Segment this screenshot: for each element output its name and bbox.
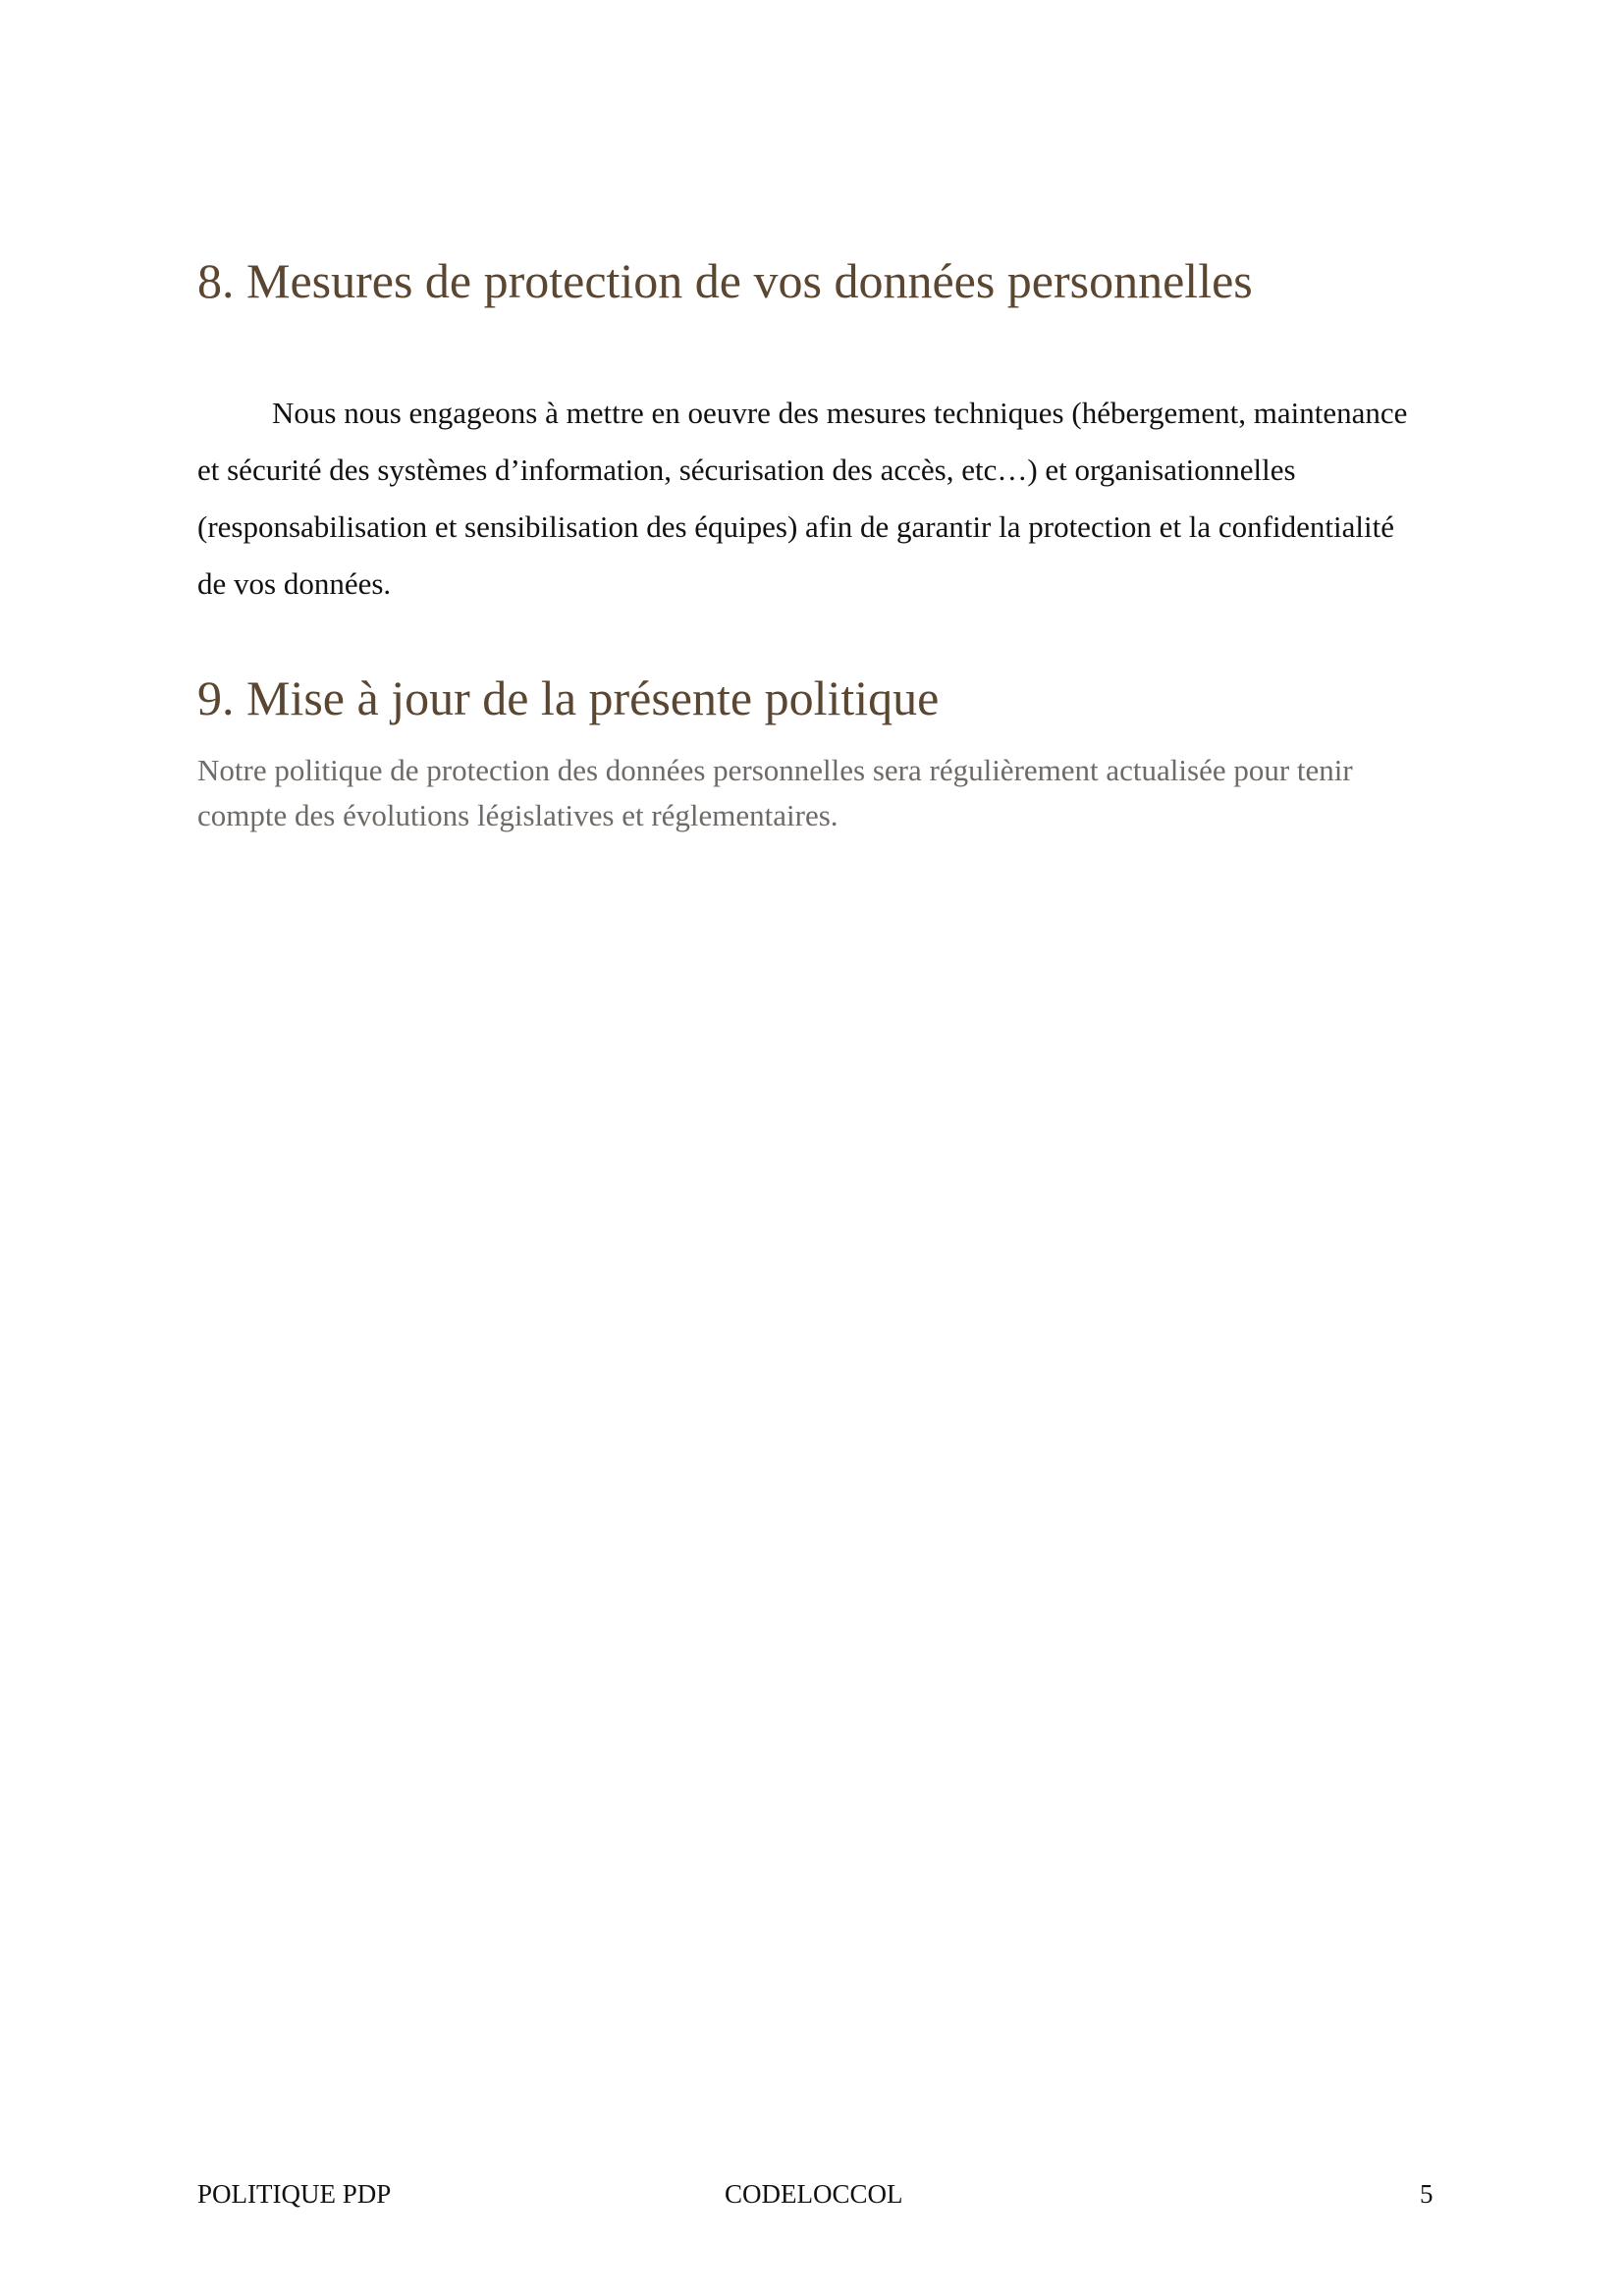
- footer-page-number: 5: [1420, 2179, 1434, 2209]
- section-8-heading: 8. Mesures de protection de vos données personnelles: [197, 253, 1253, 308]
- footer-document-title: POLITIQUE PDP: [197, 2179, 392, 2209]
- section-8-paragraph: Nous nous engageons à mettre en oeuvre des mesures techniques (hébergement, maintenance et sécurité des systèmes d’information, sécurisation des accès, etc…) et organisationnelles (responsabilisation et sensibilisation des équipes) afin de garantir la protection et la confidentialité de vos données.: [197, 396, 1408, 601]
- section-9-heading: 9. Mise à jour de la présente politique: [197, 670, 940, 725]
- footer-organization: CODELOCCOL: [725, 2179, 903, 2209]
- section-9-paragraph: Notre politique de protection des données personnelles sera régulièrement actualisée pour tenir compte des évolutions législatives et réglementaires.: [197, 753, 1353, 832]
